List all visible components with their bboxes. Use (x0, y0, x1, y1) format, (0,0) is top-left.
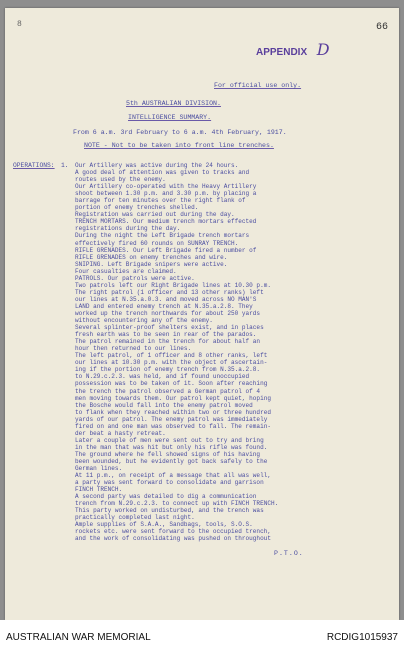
summary-title: INTELLIGENCE SUMMARY. (128, 114, 212, 121)
body-line: to N.29.c.2.3. was held, and if found unoccupied (75, 373, 250, 381)
body-text (75, 162, 278, 543)
body-line: men moving towards them. Our patrol kept quiet, hoping (75, 394, 271, 402)
body-line: registrations during the day. (75, 225, 181, 233)
division-title: 5th AUSTRALIAN DIVISION. (126, 100, 221, 107)
body-line: barrage for ten minutes over the right flank of (75, 197, 246, 205)
body-line: routes used by the enemy. (75, 176, 166, 184)
page-number: 66 (376, 22, 389, 33)
body-line: At 11 p.m., on receipt of a message that all was well, (75, 472, 271, 480)
body-line: This party worked on undisturbed, and the trench was (75, 507, 264, 515)
body-line: The patrol remained in the trench for about half an (75, 338, 261, 346)
body-line: RIFLE GRENADES on enemy trenches and wire. (75, 253, 228, 261)
body-line: a party was sent forward to consolidate and garrison (75, 479, 264, 487)
document-page (5, 8, 399, 620)
page-mark: 8 (17, 20, 22, 29)
body-line: without encountering any of the enemy. (75, 317, 213, 325)
body-line: to flank when they reached within two or three hundred (75, 408, 271, 416)
footer-left: AUSTRALIAN WAR MEMORIAL (6, 632, 151, 643)
body-line: Our Artillery co-operated with the Heavy Artillery (75, 183, 257, 191)
body-line: yards of our patrol. The enemy patrol was immediately (75, 415, 268, 423)
archive-footer (0, 620, 404, 654)
item-number: 1. (61, 162, 69, 169)
footer-right: RCDIG1015937 (326, 632, 398, 643)
body-line: effectively fired 60 rounds on SUNRAY TRENCH. (75, 239, 239, 247)
body-line: The right patrol (1 officer and 13 other ranks) left (75, 288, 264, 296)
body-line: the trench the patrol observed a German patrol of 4 (75, 387, 261, 395)
body-line: hour then returned to our lines. (75, 345, 192, 353)
body-line: possession was to be taken of it. Soon after reaching (75, 380, 268, 388)
appendix-letter: D (316, 40, 330, 59)
body-line: The left patrol, of 1 officer and 8 other ranks, left (75, 352, 268, 360)
body-line: The ground where he fell showed signs of his having (75, 450, 261, 458)
body-line: fired on and one man was observed to fall. The remain- (75, 422, 271, 430)
note: NOTE - Not to be taken into front line trenches. (84, 142, 274, 149)
body-line: rockets etc. were sent forward to the occupied trench, (75, 528, 271, 536)
body-line: A second party was detailed to dig a communication (75, 493, 257, 501)
body-line: portion of enemy trenches shelled. (75, 204, 199, 212)
body-line: Several splinter-proof shelters exist, and in places (75, 324, 264, 332)
body-line: shoot between 1.30 p.m. and 3.30 p.m. by placing a (75, 190, 257, 198)
classification: For official use only. (214, 82, 302, 89)
body-line: Later a couple of men were sent out to try and bring (75, 436, 264, 444)
body-line: PATROLS. Our patrols were active. (75, 274, 195, 282)
appendix-stamp (256, 40, 330, 60)
body-line: Four casualties are claimed. (75, 267, 177, 275)
period: From 6 a.m. 3rd February to 6 a.m. 4th February, 1917. (73, 129, 287, 136)
body-line: Our Artillery was active during the 24 hours. (75, 162, 239, 169)
body-line: der beat a hasty retreat. (75, 429, 166, 437)
body-line: ing if the portion of enemy trench from N.35.a.2.8. (75, 366, 261, 374)
body-line: FINCH TRENCH. (75, 486, 123, 494)
body-line: trench from N.29.c.2.3. to connect up with FINCH TRENCH. (75, 500, 279, 508)
body-line: worked up the trench northwards for about 250 yards (75, 309, 261, 317)
body-line: the Bosche would fall into the enemy patrol moved (75, 401, 253, 409)
body-line: been wounded, but he evidently got back safely to the (75, 457, 268, 465)
section-label: OPERATIONS: (13, 162, 55, 169)
body-line: RIFLE GRENADES. Our Left Brigade fired a number of (75, 246, 257, 254)
body-line: Ample supplies of S.A.A., Sandbags, tools, S.O.S. (75, 521, 253, 529)
body-line: in the man that was hit but only his rifle was found. (75, 443, 268, 451)
body-line: practically completed last night. (75, 514, 195, 522)
body-line: SNIPING. Left Brigade snipers were active. (75, 260, 228, 268)
pto-mark: P.T.O. (274, 550, 304, 557)
body-line: During the night the Left Brigade trench mortars (75, 232, 250, 240)
body-line: and the work of consolidating was pushed on throughout (75, 535, 271, 543)
body-line: A good deal of attention was given to tracks and (75, 169, 250, 177)
body-line: Registration was carried out during the day. (75, 211, 235, 219)
body-line: our lines at 10.30 p.m. with the object of ascertain- (75, 359, 268, 367)
body-line: Two patrols left our Right Brigade lines at 10.30 p.m. (75, 281, 271, 289)
appendix-label: APPENDIX (256, 47, 308, 58)
body-line: our lines at N.35.a.0.3. and moved across NO MAN'S (75, 295, 257, 303)
body-line: LAND and entered enemy trench at N.35.a.2.8. They (75, 302, 253, 310)
body-line: fresh earth was to be seen in rear of the parados. (75, 331, 257, 339)
body-line: TRENCH MORTARS. Our medium trench mortars effected (75, 218, 257, 226)
body-line: German lines. (75, 465, 123, 473)
